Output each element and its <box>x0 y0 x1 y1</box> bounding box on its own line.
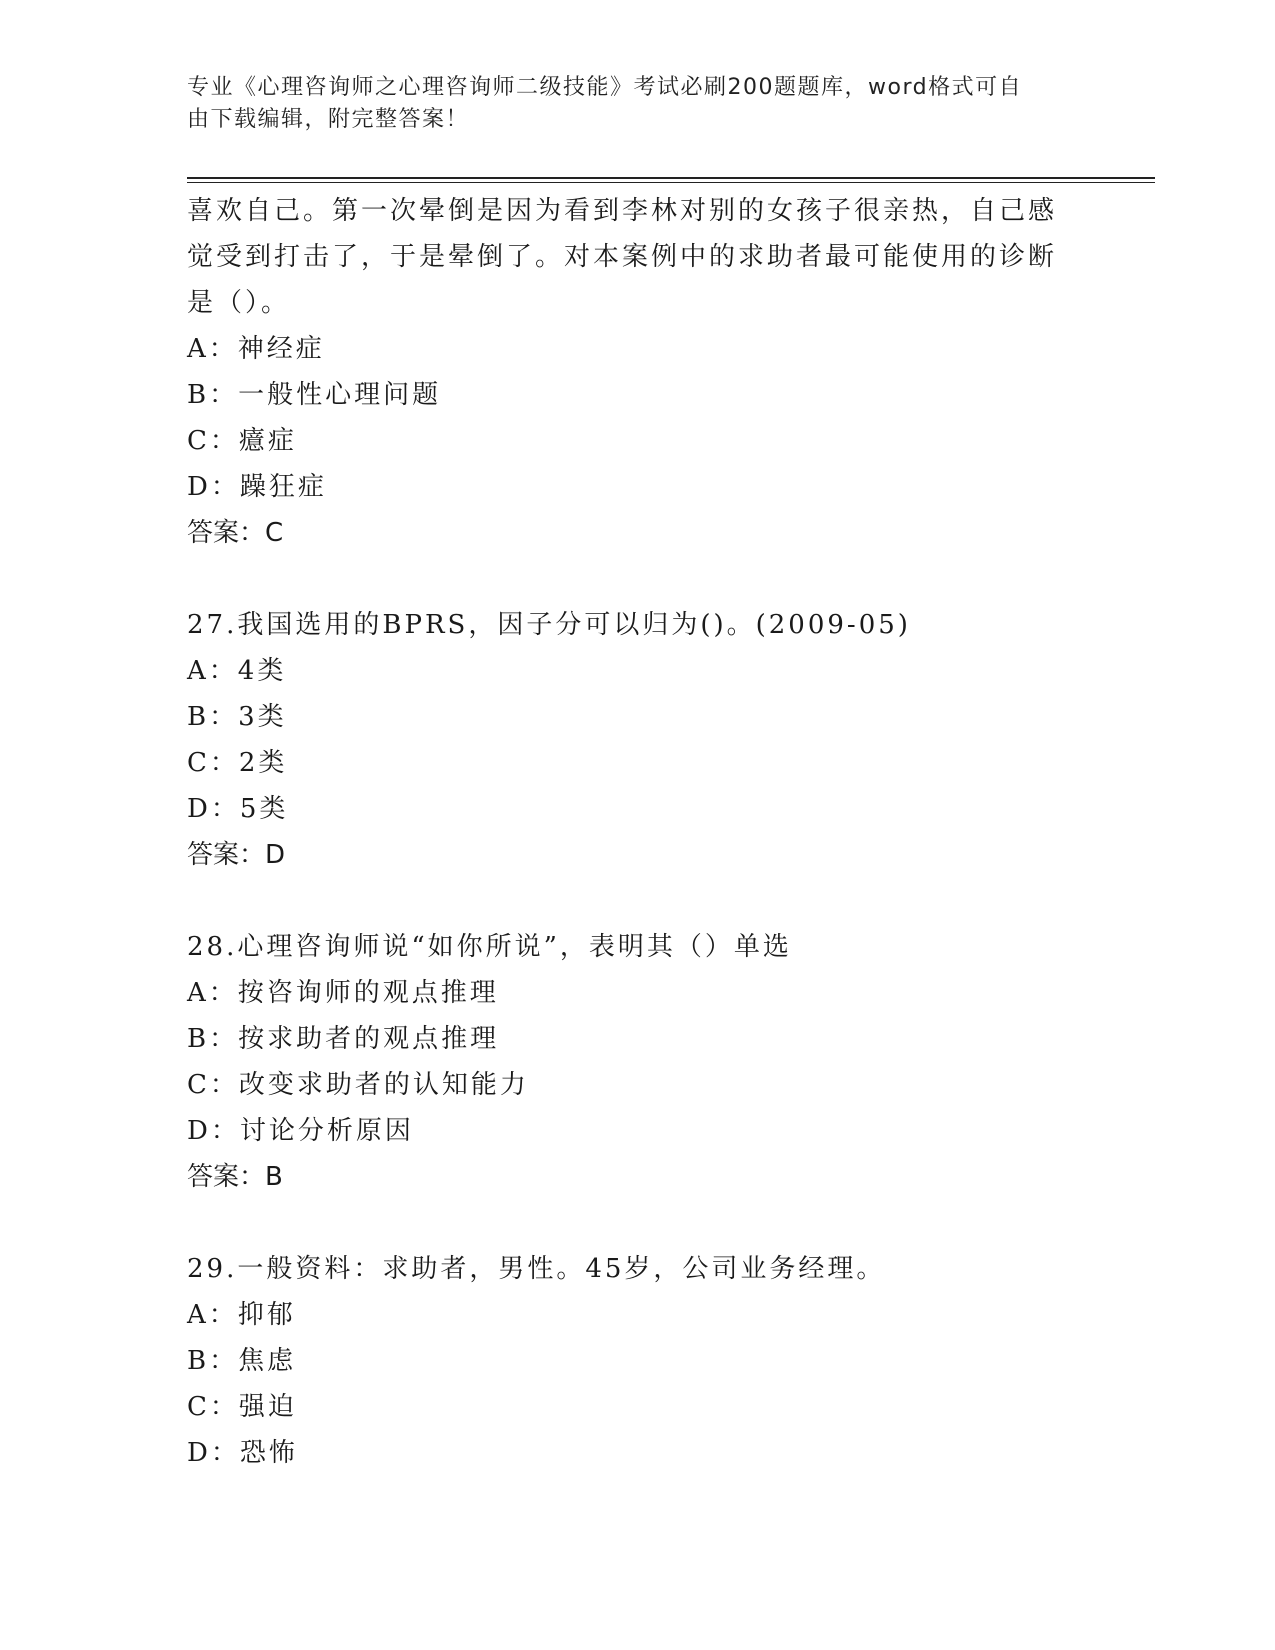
option-a: A：抑郁 <box>187 1300 296 1330</box>
header-rule-thin <box>187 182 1155 183</box>
option-c: C：改变求助者的认知能力 <box>187 1070 529 1100</box>
option-c: C：癔症 <box>187 426 297 456</box>
answer: 答案：B <box>187 1162 283 1192</box>
option-a: A：4类 <box>187 656 287 686</box>
question-stem-line: 喜欢自己。第一次晕倒是因为看到李林对别的女孩子很亲热，自己感 <box>187 196 1058 226</box>
header-rule-thick <box>187 177 1155 179</box>
option-d: D：恐怖 <box>187 1438 298 1468</box>
question-27 <box>187 602 1067 878</box>
header-line-2: 由下载编辑，附完整答案！ <box>187 107 470 132</box>
option-b: B：焦虑 <box>187 1346 297 1376</box>
option-d: D：躁狂症 <box>187 472 327 502</box>
option-c: C：强迫 <box>187 1392 297 1422</box>
question-stem: 27.我国选用的BPRS，因子分可以归为()。(2009-05) <box>187 610 911 640</box>
option-b: B：3类 <box>187 702 287 732</box>
option-d: D：讨论分析原因 <box>187 1116 414 1146</box>
answer: 答案：D <box>187 840 286 870</box>
document-header <box>187 72 1067 136</box>
document-body <box>187 188 1067 1476</box>
question-29 <box>187 1246 1067 1476</box>
option-a: A：按咨询师的观点推理 <box>187 978 499 1008</box>
header-line-1: 专业《心理咨询师之心理咨询师二级技能》考试必刷200题题库，word格式可自 <box>187 75 1023 100</box>
question-stem-line: 觉受到打击了，于是晕倒了。对本案例中的求助者最可能使用的诊断 <box>187 242 1058 272</box>
question-28 <box>187 924 1067 1200</box>
option-b: B：一般性心理问题 <box>187 380 442 410</box>
option-d: D：5类 <box>187 794 289 824</box>
question-stem: 28.心理咨询师说“如你所说”，表明其（）单选 <box>187 932 792 962</box>
question-stem: 29.一般资料：求助者，男性。45岁，公司业务经理。 <box>187 1254 886 1284</box>
option-c: C：2类 <box>187 748 288 778</box>
question-continued <box>187 188 1067 556</box>
answer: 答案：C <box>187 518 284 548</box>
option-b: B：按求助者的观点推理 <box>187 1024 500 1054</box>
option-a: A：神经症 <box>187 334 325 364</box>
question-stem-line: 是（）。 <box>187 288 291 318</box>
